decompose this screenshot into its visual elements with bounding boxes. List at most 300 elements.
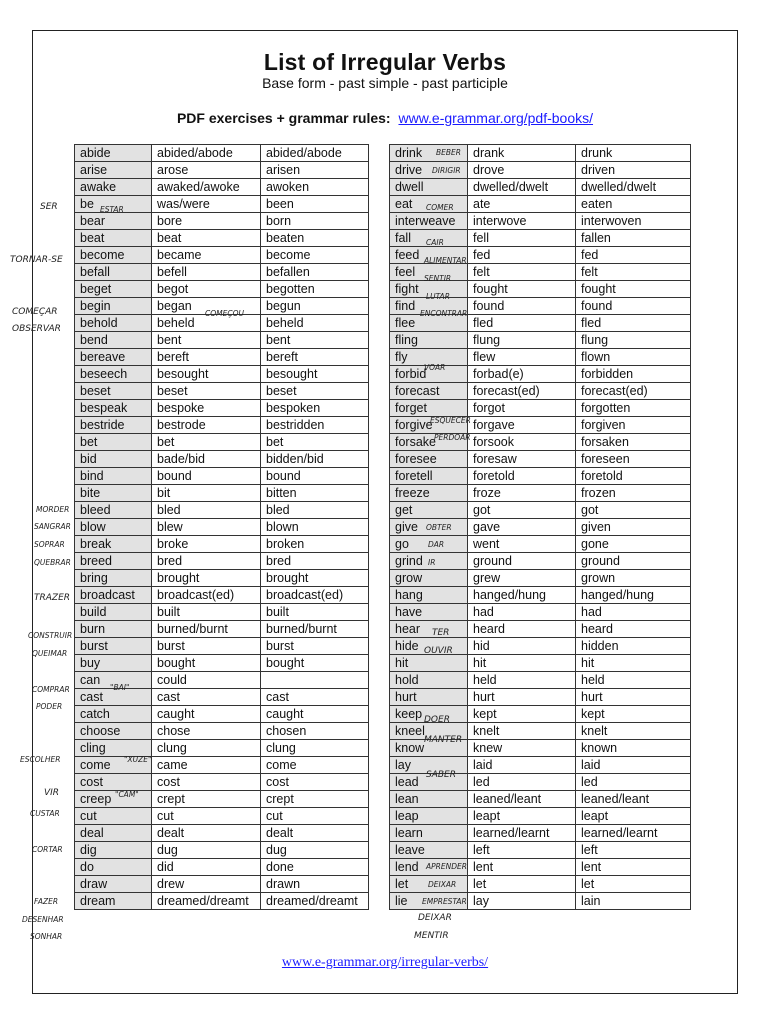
base-form-cell: feel — [390, 264, 468, 281]
base-form-cell: bind — [75, 468, 152, 485]
verb-row — [390, 587, 691, 604]
handwritten-note: SONHAR — [30, 932, 63, 941]
base-form-cell: freeze — [390, 485, 468, 502]
past-simple-cell: ground — [468, 553, 576, 570]
base-form-cell: dream — [75, 893, 152, 910]
base-form-cell: bestride — [75, 417, 152, 434]
past-participle-cell: found — [576, 298, 691, 315]
base-form-cell: beseech — [75, 366, 152, 383]
verb-row — [390, 791, 691, 808]
past-simple-cell: fell — [468, 230, 576, 247]
verb-row — [75, 264, 369, 281]
past-simple-cell: found — [468, 298, 576, 315]
past-simple-cell: forgot — [468, 400, 576, 417]
base-form-cell: cling — [75, 740, 152, 757]
past-participle-cell: grown — [576, 570, 691, 587]
past-simple-cell: held — [468, 672, 576, 689]
verb-row — [75, 723, 369, 740]
verb-row — [75, 247, 369, 264]
past-simple-cell: left — [468, 842, 576, 859]
past-simple-cell: cut — [152, 808, 261, 825]
past-simple-cell: drove — [468, 162, 576, 179]
past-simple-cell: hit — [468, 655, 576, 672]
past-simple-cell: flew — [468, 349, 576, 366]
past-participle-cell: learned/learnt — [576, 825, 691, 842]
past-simple-cell: gave — [468, 519, 576, 536]
handwritten-note: DAR — [428, 540, 445, 549]
base-form-cell: hear — [390, 621, 468, 638]
past-simple-cell: fought — [468, 281, 576, 298]
handwritten-note: "BAI" — [110, 683, 130, 692]
past-simple-cell: drew — [152, 876, 261, 893]
past-simple-cell: blew — [152, 519, 261, 536]
handwritten-note: VIR — [44, 788, 60, 798]
verb-row — [75, 740, 369, 757]
handwritten-note: MANTER — [424, 735, 463, 745]
past-participle-cell: been — [261, 196, 369, 213]
past-simple-cell: bestrode — [152, 417, 261, 434]
base-form-cell: build — [75, 604, 152, 621]
handwritten-note: OBSERVAR — [12, 324, 61, 334]
base-form-cell: burn — [75, 621, 152, 638]
base-form-cell: forget — [390, 400, 468, 417]
past-participle-cell: befallen — [261, 264, 369, 281]
past-simple-cell: awaked/awoke — [152, 179, 261, 196]
verb-row — [75, 162, 369, 179]
base-form-cell: bespeak — [75, 400, 152, 417]
base-form-cell: draw — [75, 876, 152, 893]
past-participle-cell: let — [576, 876, 691, 893]
past-participle-cell: cast — [261, 689, 369, 706]
verb-row — [75, 774, 369, 791]
handwritten-note: ESQUECER — [430, 416, 471, 425]
handwritten-note: PODER — [36, 702, 63, 711]
past-participle-cell: besought — [261, 366, 369, 383]
past-simple-cell: built — [152, 604, 261, 621]
base-form-cell: creep — [75, 791, 152, 808]
base-form-cell: begin — [75, 298, 152, 315]
past-participle-cell: forsaken — [576, 434, 691, 451]
past-participle-cell: led — [576, 774, 691, 791]
past-simple-cell: hurt — [468, 689, 576, 706]
past-participle-cell: bet — [261, 434, 369, 451]
past-simple-cell: leapt — [468, 808, 576, 825]
base-form-cell: lend — [390, 859, 468, 876]
past-simple-cell: bled — [152, 502, 261, 519]
past-participle-cell: beset — [261, 383, 369, 400]
past-participle-cell: interwoven — [576, 213, 691, 230]
verb-row — [75, 587, 369, 604]
verb-row — [390, 808, 691, 825]
past-simple-cell: chose — [152, 723, 261, 740]
verb-row — [390, 485, 691, 502]
past-participle-cell: known — [576, 740, 691, 757]
handwritten-note: "CAM" — [115, 790, 139, 799]
handwritten-note: APRENDER — [426, 862, 467, 871]
handwritten-note: SENTIR — [424, 274, 452, 283]
verb-row — [75, 485, 369, 502]
past-simple-cell: besought — [152, 366, 261, 383]
base-form-cell: hold — [390, 672, 468, 689]
past-simple-cell: crept — [152, 791, 261, 808]
verb-row — [390, 400, 691, 417]
verb-row — [75, 570, 369, 587]
base-form-cell: learn — [390, 825, 468, 842]
past-participle-cell: bent — [261, 332, 369, 349]
base-form-cell: choose — [75, 723, 152, 740]
base-form-cell: behold — [75, 315, 152, 332]
past-participle-cell: beheld — [261, 315, 369, 332]
past-participle-cell: bought — [261, 655, 369, 672]
base-form-cell: forecast — [390, 383, 468, 400]
handwritten-note: DEIXAR — [428, 880, 457, 889]
base-form-cell: befall — [75, 264, 152, 281]
verb-row — [390, 655, 691, 672]
base-form-cell: find — [390, 298, 468, 315]
past-participle-cell: felt — [576, 264, 691, 281]
base-form-cell: cast — [75, 689, 152, 706]
past-participle-cell: forgotten — [576, 400, 691, 417]
verb-row — [390, 604, 691, 621]
verb-row — [75, 655, 369, 672]
past-simple-cell: burned/burnt — [152, 621, 261, 638]
verb-row — [75, 230, 369, 247]
past-participle-cell: bereft — [261, 349, 369, 366]
past-simple-cell: dealt — [152, 825, 261, 842]
verb-row — [75, 213, 369, 230]
past-simple-cell: came — [152, 757, 261, 774]
past-participle-cell: frozen — [576, 485, 691, 502]
past-participle-cell: leapt — [576, 808, 691, 825]
past-simple-cell: had — [468, 604, 576, 621]
handwritten-note: MENTIR — [414, 931, 449, 941]
past-participle-cell: awoken — [261, 179, 369, 196]
verb-row — [75, 281, 369, 298]
verb-row — [390, 145, 691, 162]
base-form-cell: bleed — [75, 502, 152, 519]
past-simple-cell: knew — [468, 740, 576, 757]
past-simple-cell: interwove — [468, 213, 576, 230]
verb-row — [390, 179, 691, 196]
verb-row — [390, 502, 691, 519]
handwritten-note: OBTER — [426, 523, 452, 532]
past-simple-cell: broke — [152, 536, 261, 553]
past-participle-cell: flown — [576, 349, 691, 366]
handwritten-note: CORTAR — [32, 845, 63, 854]
verb-row — [75, 179, 369, 196]
verb-row — [75, 876, 369, 893]
past-participle-cell: hit — [576, 655, 691, 672]
past-participle-cell: fled — [576, 315, 691, 332]
past-participle-cell: drawn — [261, 876, 369, 893]
irregular-verbs-link[interactable]: www.e-grammar.org/irregular-verbs/ — [281, 955, 489, 970]
handwritten-note: SOPRAR — [34, 540, 65, 549]
base-form-cell: bear — [75, 213, 152, 230]
past-simple-cell: bound — [152, 468, 261, 485]
past-participle-cell: burned/burnt — [261, 621, 369, 638]
verb-row — [75, 706, 369, 723]
verb-row — [390, 689, 691, 706]
verb-row — [390, 825, 691, 842]
past-participle-cell: had — [576, 604, 691, 621]
past-participle-cell: laid — [576, 757, 691, 774]
past-participle-cell: heard — [576, 621, 691, 638]
past-participle-cell: kept — [576, 706, 691, 723]
past-participle-cell: forbidden — [576, 366, 691, 383]
promo-label: PDF exercises + grammar rules: — [176, 110, 391, 126]
past-participle-cell: got — [576, 502, 691, 519]
handwritten-note: COMPRAR — [32, 685, 70, 694]
verb-row — [75, 859, 369, 876]
past-simple-cell: caught — [152, 706, 261, 723]
handwritten-note: TORNAR-SE — [10, 255, 63, 265]
past-participle-cell: bound — [261, 468, 369, 485]
base-form-cell: bid — [75, 451, 152, 468]
handwritten-note: ESCOLHER — [20, 755, 61, 764]
handwritten-note: PERDOAR — [434, 433, 471, 442]
past-simple-cell: could — [152, 672, 261, 689]
handwritten-note: FAZER — [34, 897, 59, 906]
past-simple-cell: bereft — [152, 349, 261, 366]
base-form-cell: cost — [75, 774, 152, 791]
verb-row — [75, 349, 369, 366]
base-form-cell: have — [390, 604, 468, 621]
past-participle-cell: burst — [261, 638, 369, 655]
base-form-cell: kneel — [390, 723, 468, 740]
verb-row — [390, 332, 691, 349]
past-simple-cell: begot — [152, 281, 261, 298]
past-participle-cell: built — [261, 604, 369, 621]
past-participle-cell: begotten — [261, 281, 369, 298]
past-participle-cell: lent — [576, 859, 691, 876]
handwritten-note: SER — [40, 202, 58, 212]
document-page — [32, 30, 738, 994]
base-form-cell: dig — [75, 842, 152, 859]
past-simple-cell: was/were — [152, 196, 261, 213]
past-simple-cell: fled — [468, 315, 576, 332]
verb-row — [75, 604, 369, 621]
past-participle-cell: bidden/bid — [261, 451, 369, 468]
verb-row — [75, 383, 369, 400]
past-simple-cell: knelt — [468, 723, 576, 740]
base-form-cell: arise — [75, 162, 152, 179]
past-participle-cell: drunk — [576, 145, 691, 162]
past-participle-cell: hurt — [576, 689, 691, 706]
past-participle-cell: foretold — [576, 468, 691, 485]
past-simple-cell: dug — [152, 842, 261, 859]
base-form-cell: fly — [390, 349, 468, 366]
base-form-cell: fall — [390, 230, 468, 247]
handwritten-note: VOAR — [424, 363, 446, 372]
verb-row — [390, 842, 691, 859]
past-participle-cell: broadcast(ed) — [261, 587, 369, 604]
past-participle-cell — [261, 672, 369, 689]
past-simple-cell: laid — [468, 757, 576, 774]
base-form-cell: dwell — [390, 179, 468, 196]
past-simple-cell: ate — [468, 196, 576, 213]
past-simple-cell: learned/learnt — [468, 825, 576, 842]
past-simple-cell: bred — [152, 553, 261, 570]
past-simple-cell: froze — [468, 485, 576, 502]
verb-row — [75, 434, 369, 451]
base-form-cell: fight — [390, 281, 468, 298]
past-participle-cell: dealt — [261, 825, 369, 842]
base-form-cell: awake — [75, 179, 152, 196]
verb-row — [390, 451, 691, 468]
past-simple-cell: kept — [468, 706, 576, 723]
past-simple-cell: cast — [152, 689, 261, 706]
verb-row — [75, 400, 369, 417]
past-participle-cell: foreseen — [576, 451, 691, 468]
verb-row — [75, 502, 369, 519]
past-simple-cell: befell — [152, 264, 261, 281]
past-simple-cell: bet — [152, 434, 261, 451]
base-form-cell: abide — [75, 145, 152, 162]
past-participle-cell: driven — [576, 162, 691, 179]
pdf-books-link[interactable]: www.e-grammar.org/pdf-books/ — [398, 110, 594, 126]
handwritten-note: COMER — [426, 203, 454, 212]
handwritten-note: COMEÇOU — [205, 309, 244, 318]
past-simple-cell: burst — [152, 638, 261, 655]
past-participle-cell: forgiven — [576, 417, 691, 434]
past-participle-cell: given — [576, 519, 691, 536]
base-form-cell: can — [75, 672, 152, 689]
past-participle-cell: fed — [576, 247, 691, 264]
base-form-cell: do — [75, 859, 152, 876]
base-form-cell: grind — [390, 553, 468, 570]
past-simple-cell: foresaw — [468, 451, 576, 468]
past-participle-cell: fought — [576, 281, 691, 298]
promo-line — [33, 110, 737, 126]
past-participle-cell: bespoken — [261, 400, 369, 417]
base-form-cell: hurt — [390, 689, 468, 706]
handwritten-note: "XUZE" — [124, 755, 152, 764]
handwritten-note: DESENHAR — [22, 915, 64, 924]
past-participle-cell: bestridden — [261, 417, 369, 434]
verb-row — [390, 570, 691, 587]
past-participle-cell: cut — [261, 808, 369, 825]
past-simple-cell: drank — [468, 145, 576, 162]
past-simple-cell: forecast(ed) — [468, 383, 576, 400]
handwritten-note: LUTAR — [426, 292, 450, 301]
base-form-cell: let — [390, 876, 468, 893]
past-simple-cell: bespoke — [152, 400, 261, 417]
handwritten-note: SABER — [426, 770, 456, 780]
past-simple-cell: dwelled/dwelt — [468, 179, 576, 196]
base-form-cell: beat — [75, 230, 152, 247]
past-participle-cell: brought — [261, 570, 369, 587]
verb-row — [75, 825, 369, 842]
past-simple-cell: bore — [152, 213, 261, 230]
past-participle-cell: come — [261, 757, 369, 774]
base-form-cell: beget — [75, 281, 152, 298]
base-form-cell: foretell — [390, 468, 468, 485]
base-form-cell: fling — [390, 332, 468, 349]
base-form-cell: drive — [390, 162, 468, 179]
base-form-cell: go — [390, 536, 468, 553]
verb-row — [75, 332, 369, 349]
past-simple-cell: brought — [152, 570, 261, 587]
verb-row — [75, 451, 369, 468]
base-form-cell: forbid — [390, 366, 468, 383]
past-simple-cell: began — [152, 298, 261, 315]
past-simple-cell: forbad(e) — [468, 366, 576, 383]
verb-row — [75, 536, 369, 553]
handwritten-note: DOER — [424, 715, 450, 725]
past-participle-cell: forecast(ed) — [576, 383, 691, 400]
past-simple-cell: grew — [468, 570, 576, 587]
handwritten-note: BEBER — [436, 148, 461, 157]
past-participle-cell: flung — [576, 332, 691, 349]
verb-row — [390, 672, 691, 689]
past-participle-cell: bled — [261, 502, 369, 519]
base-form-cell: bet — [75, 434, 152, 451]
past-participle-cell: fallen — [576, 230, 691, 247]
verb-row — [75, 842, 369, 859]
verb-row — [75, 808, 369, 825]
handwritten-note: TER — [432, 628, 450, 638]
base-form-cell: catch — [75, 706, 152, 723]
past-simple-cell: lay — [468, 893, 576, 910]
base-form-cell: bend — [75, 332, 152, 349]
past-simple-cell: heard — [468, 621, 576, 638]
verb-row — [390, 213, 691, 230]
past-simple-cell: clung — [152, 740, 261, 757]
base-form-cell: hang — [390, 587, 468, 604]
past-simple-cell: forsook — [468, 434, 576, 451]
base-form-cell: give — [390, 519, 468, 536]
base-form-cell: flee — [390, 315, 468, 332]
base-form-cell: broadcast — [75, 587, 152, 604]
past-participle-cell: beaten — [261, 230, 369, 247]
verb-row — [75, 893, 369, 910]
verb-row — [75, 553, 369, 570]
handwritten-note: EMPRESTAR — [422, 897, 467, 906]
base-form-cell: cut — [75, 808, 152, 825]
verb-row — [75, 621, 369, 638]
handwritten-note: CAIR — [426, 238, 444, 247]
past-simple-cell: bade/bid — [152, 451, 261, 468]
past-simple-cell: flung — [468, 332, 576, 349]
past-simple-cell: fed — [468, 247, 576, 264]
past-participle-cell: eaten — [576, 196, 691, 213]
verb-row — [75, 757, 369, 774]
past-simple-cell: arose — [152, 162, 261, 179]
past-participle-cell: become — [261, 247, 369, 264]
base-form-cell: bring — [75, 570, 152, 587]
past-participle-cell: hidden — [576, 638, 691, 655]
base-form-cell: become — [75, 247, 152, 264]
handwritten-note: COMEÇAR — [12, 307, 58, 317]
base-form-cell: interweave — [390, 213, 468, 230]
past-participle-cell: ground — [576, 553, 691, 570]
past-participle-cell: dreamed/dreamt — [261, 893, 369, 910]
past-participle-cell: born — [261, 213, 369, 230]
base-form-cell: keep — [390, 706, 468, 723]
base-form-cell: drink — [390, 145, 468, 162]
base-form-cell: forgive — [390, 417, 468, 434]
past-participle-cell: gone — [576, 536, 691, 553]
base-form-cell: come — [75, 757, 152, 774]
past-simple-cell: became — [152, 247, 261, 264]
base-form-cell: lie — [390, 893, 468, 910]
handwritten-note: TRAZER — [34, 593, 71, 603]
past-simple-cell: leaned/leant — [468, 791, 576, 808]
verb-row — [390, 468, 691, 485]
past-simple-cell: forgave — [468, 417, 576, 434]
past-participle-cell: begun — [261, 298, 369, 315]
base-form-cell: hit — [390, 655, 468, 672]
